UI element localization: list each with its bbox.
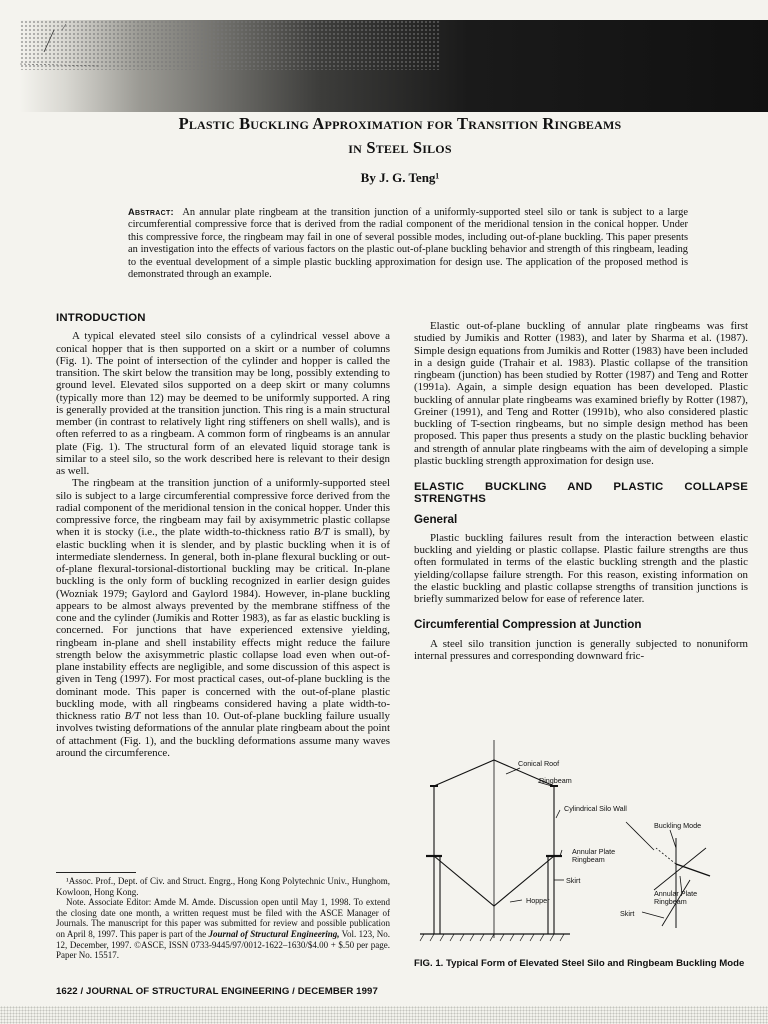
buckling-mode-detail [654, 838, 710, 928]
circumferential-paragraph: A steel silo transition junction is generally subjected to nonuniform internal pressures and corresponding downward fric- [414, 637, 748, 662]
footnote-journal-name: Journal of Structural Engineering, [208, 928, 340, 939]
paper-title [60, 112, 740, 160]
label-hopper: Hopper [526, 896, 550, 905]
footnote-affiliation: ¹Assoc. Prof., Dept. of Civ. and Struct. Engrg., Hong Kong Polytechnic Univ., Hunghom, Kowloon, Hong Kong. [56, 876, 390, 897]
paper-title-line2: in Steel Silos [348, 138, 452, 157]
footnote-note [56, 897, 390, 961]
subsection-heading-circumferential: Circumferential Compression at Junction [414, 618, 642, 632]
intro-p2-part-c: not less than 10. Out-of-plane buckling failure usually involves twisting deformations of the annular plate ringbeam about the point of attachment (Fig. 1), and the buckling deformations assume many waves around the circumference. [56, 710, 390, 759]
footnote-note-b: Vol. 123, No. 12, December, 1997. ©ASCE, ISSN 0733-9445/97/0012-1622–1630/$4.00 + $.50 per page. Paper No. 15517. [56, 928, 390, 961]
label-ringbeam-top: Ringbeam [539, 776, 572, 785]
journal-page-footer: 1622 / JOURNAL OF STRUCTURAL ENGINEERING / DECEMBER 1997 [56, 986, 378, 997]
scan-artifact-marks [0, 0, 100, 80]
abstract [128, 206, 688, 281]
label-ringbeam-detail: Ringbeam [654, 897, 687, 906]
footnote-note-a: Note. Associate Editor: Amde M. Amde. Discussion open until May 1, 1998. To extend the closing date one month, a written request must be filed with the ASCE Manager of Journals. The manuscript for this paper was submitted for review and possible publication on April 8, 1997. This paper is part of the [56, 897, 390, 939]
label-skirt: Skirt [566, 876, 581, 885]
figure-1-silo-diagram [414, 738, 754, 954]
right-paragraph-1: Elastic out-of-plane buckling of annular plate ringbeams was first studied by Jumikis and Rotter (1983), and later by Sharma et al. (1987). Simple design equations from Jumikis and Rotter (1983) have been included in a design guide (Trahair et al. 1983). Plastic collapse of the transition ringbeam (junction) has been studied by Rotter (1987) and Teng and Rotter (1991a). Again, a simple design equation has been developed. Plastic buckling of annular plate ringbeams was examined briefly by Rotter (1987), Greiner (1991), and Teng and Rotter (1991b), who also considered plastic buckling of T-section ringbeams, but no simple design method has been proposed. This paper thus presents a study on the plastic buckling behavior and strength of annular plate ringbeams with the aim of developing a simple plastic buckling strength approximation for design use. [414, 320, 748, 467]
abstract-label: Abstract: [128, 207, 174, 217]
figure-1-caption: FIG. 1. Typical Form of Elevated Steel Silo and Ringbeam Buckling Mode [414, 958, 745, 969]
footnote [56, 876, 390, 961]
label-annular-plate: Annular Plate [572, 847, 616, 856]
label-conical-roof: Conical Roof [518, 759, 560, 768]
right-column [414, 320, 748, 662]
intro-p2-part-a: The ringbeam at the transition junction of a uniformly-supported steel silo is subject to a large circumferential compressive force derived from the radial component of the meridional tension in the conical hopper. Under this compressive force, the ringbeam may fail by axisymmetric plastic collapse when it is stocky (i.e., the plate width-to-thickness ratio [56, 477, 390, 539]
label-annular-plate-detail: Annular Plate [654, 889, 698, 898]
scan-noise-bottom [0, 1006, 768, 1024]
footnote-rule [56, 872, 136, 873]
intro-p2-part-b: is small), by elastic buckling when it is slender, and by plastic buckling when it is of intermediate slenderness. In general, both in-plane flexural buckling or out-of-plane flexural-torsional-distortional buckling may be critical. In-plane buckling is the only form of buckling recognized in earlier design guides (Wozniak 1979; Gaylord and Gaylord 1984). However, in-plane buckling appears to be almost always prevented by the membrane stiffness of the cone and the cylinder (Jumikis and Rotter 1983), as far as elastic buckling is concerned. For junctions that have experienced extensive yielding, ringbeam in-plane and shell instability effects might reduce the failure strength below the axisymmetric plastic collapse load even when out-of-plane instability effects are negligible, and some discussion of this aspect is given in Teng (1997). For most practical cases, out-of-plane buckling is the dominant mode. This paper is concerned with the out-of-plane plastic buckling mode, with all ringbeams considered having a plate width-to-thickness ratio [56, 526, 390, 722]
left-column [56, 312, 390, 759]
author-byline: By J. G. Teng¹ [360, 170, 440, 185]
subsection-heading-general: General [414, 512, 458, 526]
general-paragraph: Plastic buckling failures result from the interaction between elastic buckling and yielding or plastic collapse. Plastic failure strengths are thus often formulated in terms of the elastic buckling strength and the plastic yielding/collapse failure strength. For this reason, existing information on the elastic buckling and plastic collapse strengths of transition junctions is briefly summarized below for ease of reference later. [414, 531, 748, 605]
label-skirt-detail: Skirt [620, 909, 635, 918]
ground-hatching [420, 934, 564, 941]
label-ringbeam-transition: Ringbeam [572, 855, 605, 864]
ratio-symbol: B/T [124, 710, 141, 722]
paper-title-line1: Plastic Buckling Approximation for Transition Ringbeams [178, 114, 622, 133]
label-cylindrical-wall: Cylindrical Silo Wall [564, 804, 627, 813]
ratio-symbol: B/T [313, 526, 330, 539]
intro-paragraph-2 [56, 477, 390, 759]
label-buckling-mode: Buckling Mode [654, 821, 702, 830]
section-heading-elastic-buckling: ELASTIC BUCKLING AND PLASTIC COLLAPSE STRENGTHS [414, 481, 748, 506]
abstract-text: An annular plate ringbeam at the transition junction of a uniformly-supported steel silo or tank is subject to a large circumferential compressive force that is derived from the radial component of the meridional tension in the conical hopper. Under this compressive force, the ringbeam may fail in one of several possible modes, including out-of-plane buckling. This paper presents an investigation into the effects of various factors on the plastic out-of-plane buckling behavior and strength of this ringbeam, leading to the eventual development of a simple plastic buckling approximation for design use. The application of the proposed method is demonstrated through an example. [128, 207, 688, 281]
intro-paragraph-1: A typical elevated steel silo consists of a cylindrical vessel above a conical hopper that is then supported on a skirt or a number of columns (Fig. 1). The point of intersection of the cylinder and hopper is called the transition. The skirt below the transition may be long, possibly extending to ground level. Elevated silos supported on a deep skirt or many columns (typically more than 12) may be deemed to be uniformly supported. A ring is generally provided at the transition junction. This ring is a main structural member (in contrast to relatively light ring stiffeners on shell walls), and is often referred to as a ringbeam. A common form of ringbeams is an annular plate (Fig. 1). The structural form of an elevated liquid storage tank is similar to a steel silo, so the work described here is relevant to their design as well. [56, 330, 390, 477]
section-heading-introduction: INTRODUCTION [56, 312, 146, 324]
